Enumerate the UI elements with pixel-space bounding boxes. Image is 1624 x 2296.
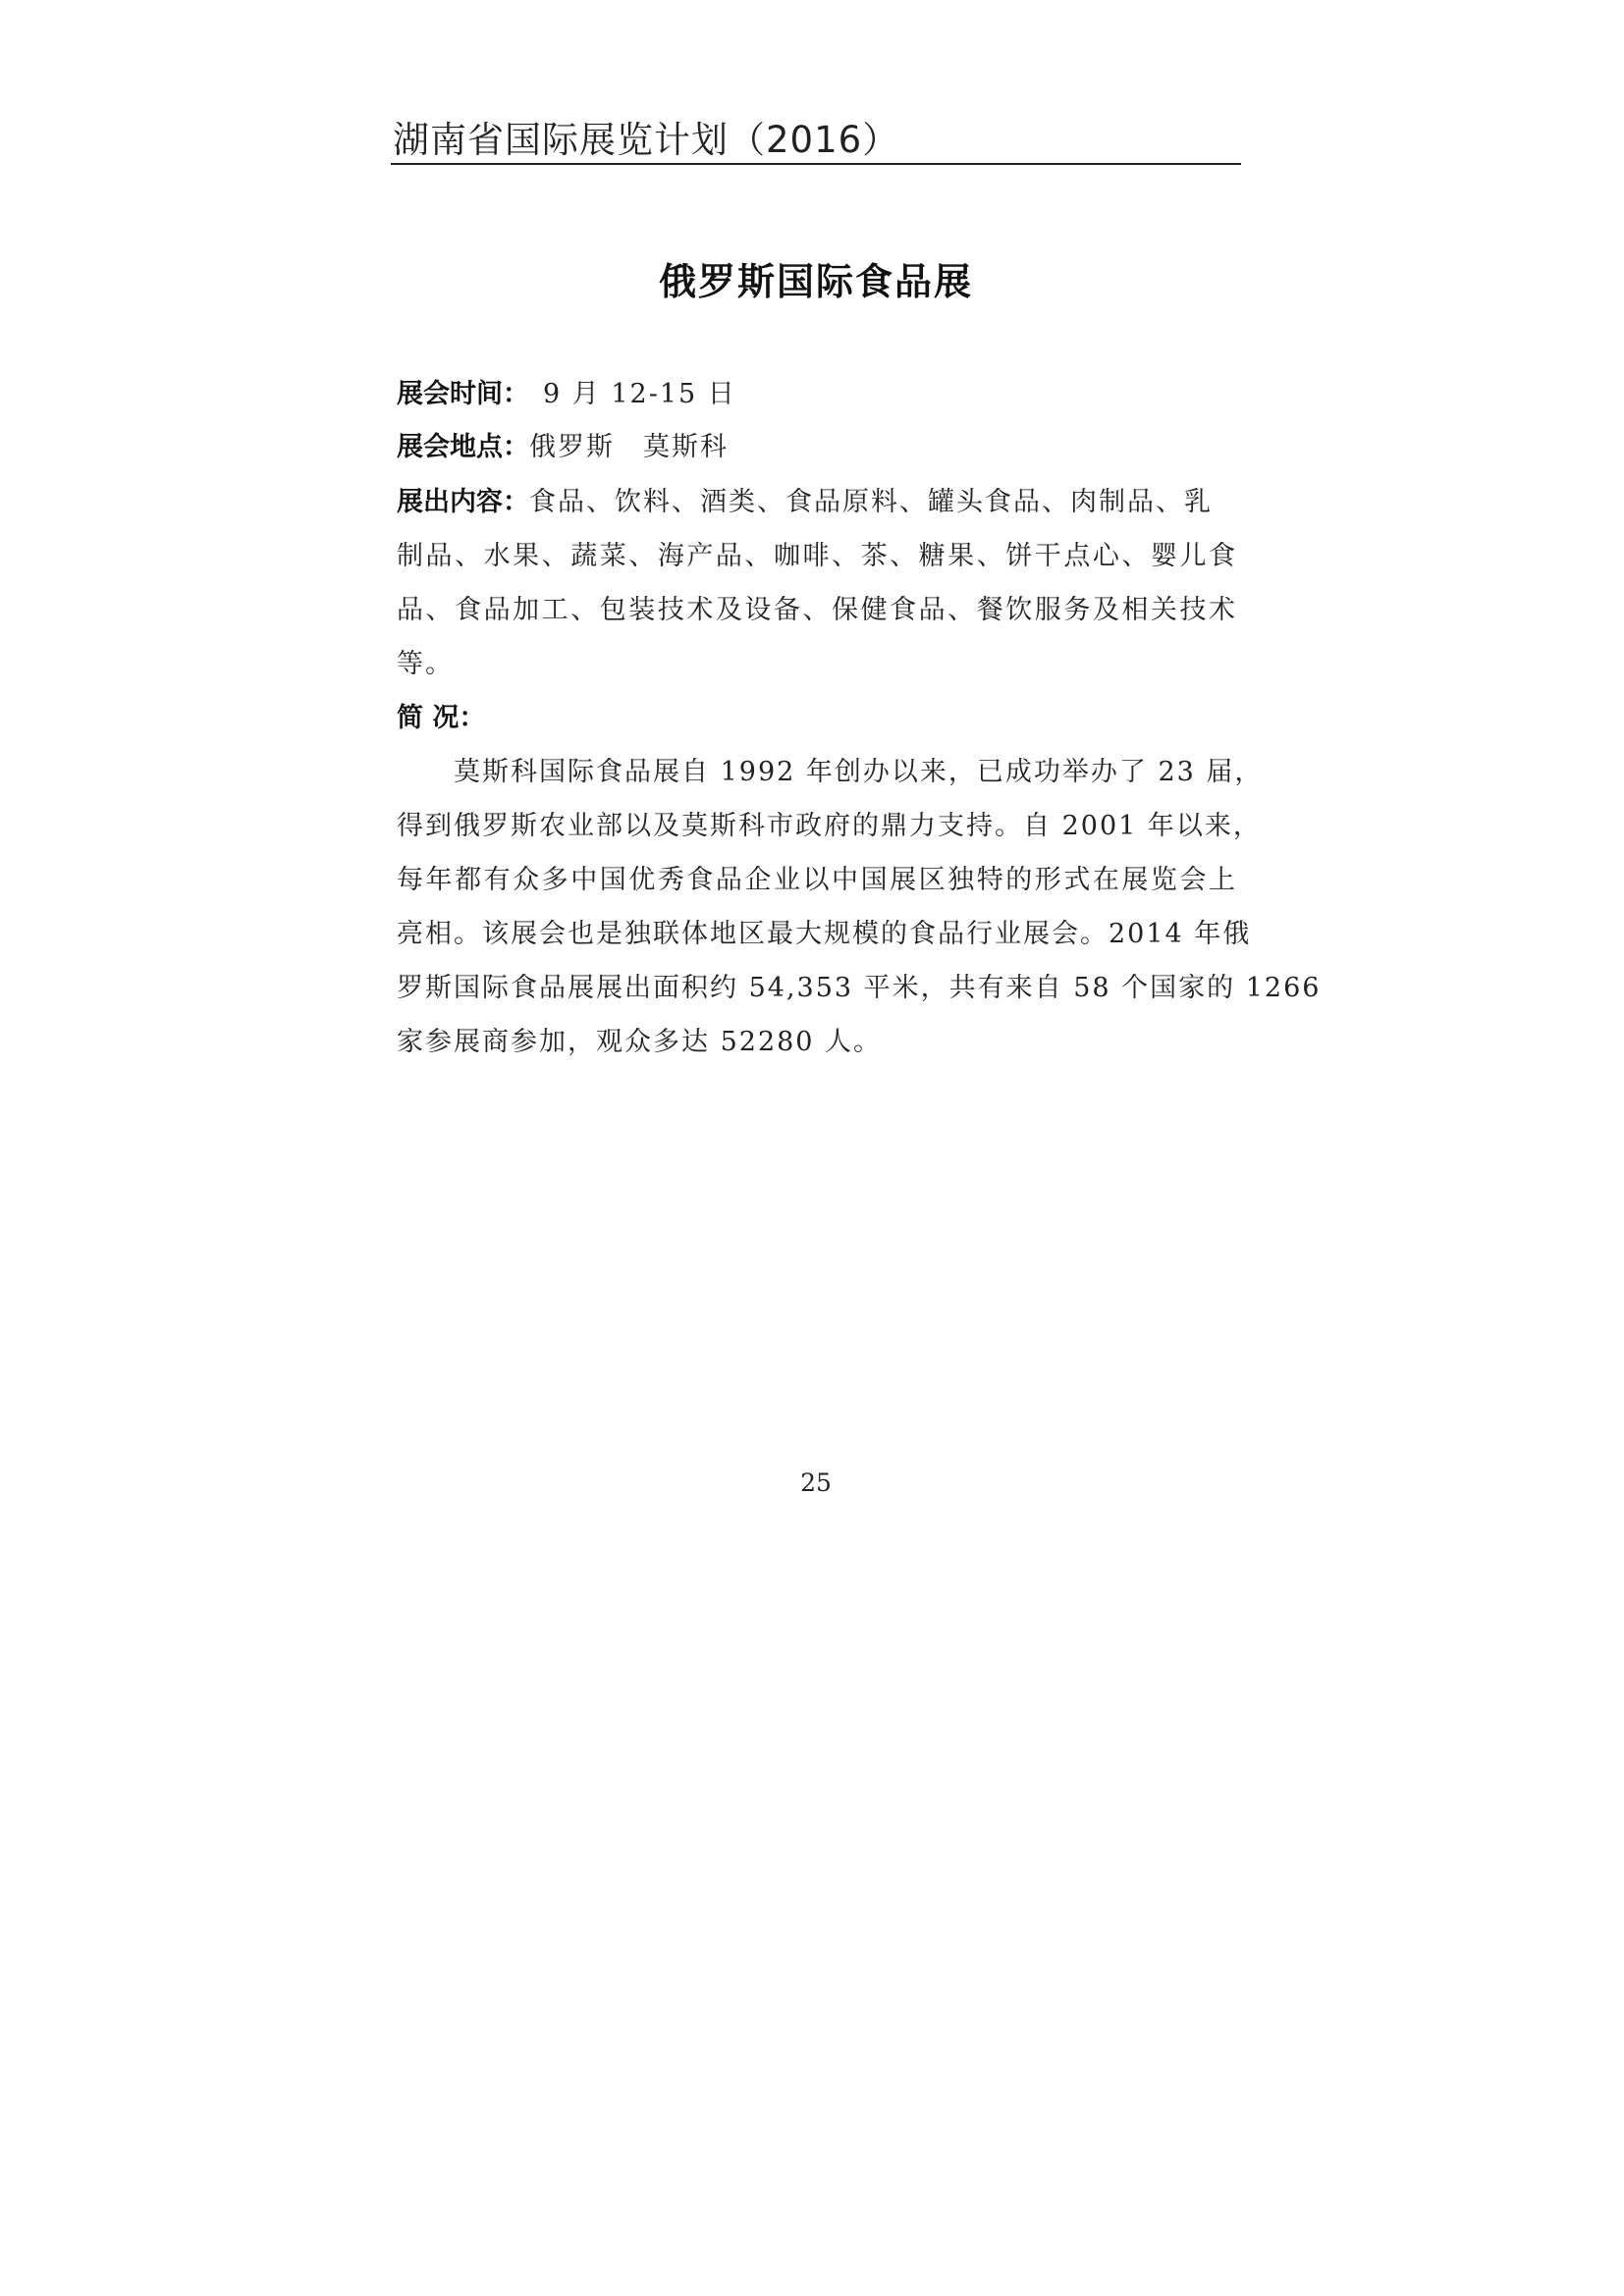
summary-paragraph-line: 罗斯国际食品展展出面积约 54,353 平米，共有来自 58 个国家的 1266 [397, 973, 1322, 1003]
summary-paragraph-line: 亮相。该展会也是独联体地区最大规模的食品行业展会。2014 年俄 [397, 919, 1252, 949]
exhibition-content-line: 食品、饮料、酒类、食品原料、罐头食品、肉制品、乳 [529, 487, 1213, 517]
header-divider [391, 163, 1241, 165]
exhibition-content-line: 品、食品加工、包装技术及设备、保健食品、餐饮服务及相关技术 [397, 595, 1237, 625]
page-title: 俄罗斯国际食品展 [658, 260, 973, 303]
summary-paragraph-line: 得到俄罗斯农业部以及莫斯科市政府的鼎力支持。自 2001 年以来， [397, 811, 1262, 841]
summary-paragraph-line: 莫斯科国际食品展自 1992 年创办以来，已成功举办了 23 届， [454, 757, 1264, 787]
exhibition-location-label: 展会地点： [397, 432, 529, 462]
summary-heading-row [397, 699, 485, 738]
page-number: 25 [800, 1468, 832, 1497]
exhibition-location-value: 俄罗斯 莫斯科 [529, 432, 729, 462]
exhibition-content-line: 制品、水果、蔬菜、海产品、咖啡、茶、糖果、饼干点心、婴儿食 [397, 541, 1237, 571]
summary-paragraph-line: 每年都有众多中国优秀食品企业以中国展区独特的形式在展览会上 [397, 865, 1237, 895]
summary-label: 简 况： [397, 703, 486, 733]
summary-paragraph-line: 家参展商参加，观众多达 52280 人。 [397, 1027, 883, 1057]
exhibition-content-row [397, 483, 1237, 522]
exhibition-time-value: 9 月 12-15 日 [543, 379, 736, 409]
running-header-title: 湖南省国际展览计划（2016） [393, 119, 900, 161]
exhibition-time-row [397, 375, 736, 414]
exhibition-content-line: 等。 [397, 649, 454, 679]
exhibition-content-label: 展出内容： [397, 487, 529, 517]
exhibition-time-label: 展会时间： [397, 379, 529, 409]
exhibition-location-row [397, 428, 729, 467]
